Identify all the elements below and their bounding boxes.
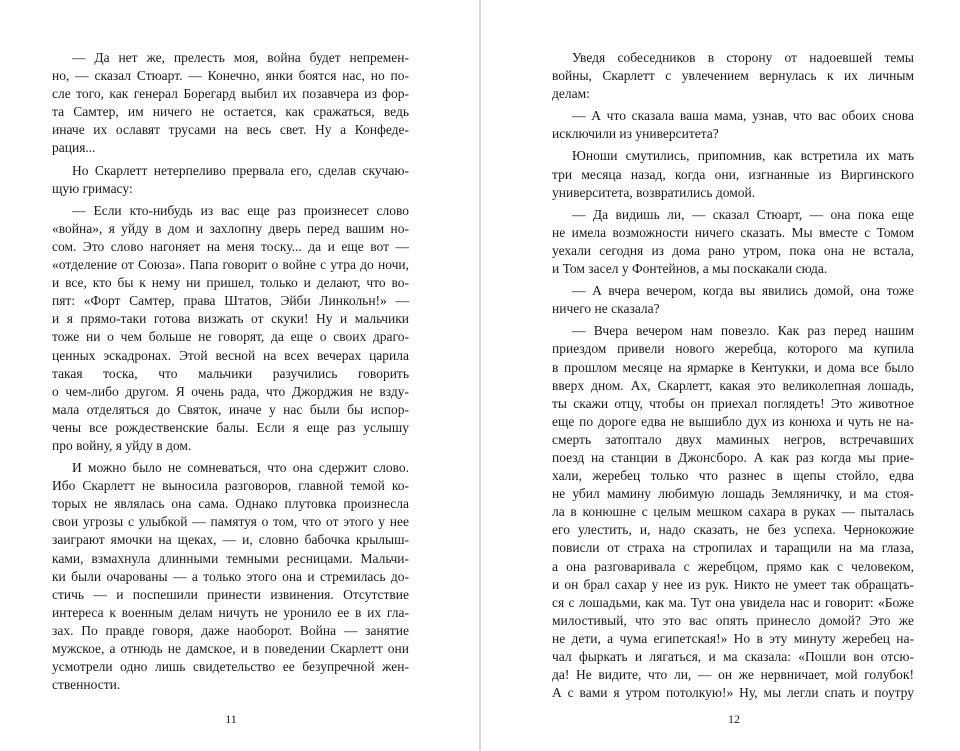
text-line: тоже ни о чем больше не говорят, да еще о своих драго- <box>52 329 409 345</box>
text-line: чены все рождественские балы. Если я еще раз услышу <box>52 419 409 435</box>
text-line: но, — сказал Стюарт. — Конечно, янки боятся нас, но по- <box>52 68 409 84</box>
text-line: да! Не видите, что ли, — он же нервничает, мой голубок! <box>552 667 914 683</box>
text-line: — А вчера вечером, когда вы явились домой, она тоже <box>572 283 914 299</box>
text-line: такая тоска, что мальчики разучились говорить <box>52 365 409 381</box>
text-line: щую гримасу: <box>52 180 133 196</box>
text-line: «война», я уйду в дом и захлопну дверь перед вашим но- <box>52 220 409 236</box>
text-line: еще по дороге едва не вышибло дух из конюха и чуть не на- <box>552 413 914 429</box>
text-line: ты скажи отцу, чтобы он приехал поглядеть! Это животное <box>552 395 914 411</box>
text-line: приездом привели нового жеребца, которого ма купила <box>552 341 914 357</box>
text-line: в прошлом месяце на ярмарке в Кентукки, и дома все было <box>552 359 914 375</box>
right-page-number: 12 <box>728 712 740 726</box>
text-line: «отделение от Союза». Папа говорит о войне с утра до ночи, <box>52 257 409 273</box>
text-line: ки были очарованы — а только этого она и стремилась до- <box>52 568 409 584</box>
text-line: и все, кто бы к нему ни пришел, только и делают, что во- <box>52 275 409 291</box>
text-line: войны, Скарлетт с увлечением вернулась к их личным <box>552 68 914 84</box>
text-line: университета, возвратились домой. <box>552 184 756 200</box>
text-line: три месяца назад, когда они, изгнанные из Виргинского <box>552 166 914 182</box>
text-line: — А что сказала ваша мама, узнав, что вас обоих снова <box>572 108 914 124</box>
text-line: его улестить, и, надо сказать, не без успеха. Чернокожие <box>552 522 914 538</box>
text-line: не имела возможности ничего сказать. Мы вместе с Томом <box>552 224 914 240</box>
text-line: та Самтер, им ничего не остается, как сражаться, ведь <box>52 104 409 120</box>
text-line: свои угрозы с улыбкой — памятуя о том, что от этого у нее <box>52 514 409 530</box>
text-line: А с вами я утром потолкую!» Ну, мы легли спать и поутру <box>552 685 914 701</box>
text-line: интереса к военным делам ничуть не уронило ее в их гла- <box>52 604 409 620</box>
text-line: ценных эскадронах. Этой весной на всех вечерах царила <box>52 347 409 363</box>
text-line: рация... <box>52 140 96 156</box>
text-line: смерть затоптало двух маминых негров, встречавших <box>552 431 914 447</box>
text-line: чал фыркать и лягаться, и ма сказала: «Пошли вон отсю- <box>552 649 914 664</box>
text-line: сле того, как генерал Борегард выбил их позавчера из фор- <box>52 86 409 102</box>
text-line: и Том засел у Фонтейнов, а мы поскакали сюда. <box>552 261 828 277</box>
text-line: И можно было не сомневаться, что она сдержит слово. <box>72 460 409 476</box>
text-line: ничего не сказала? <box>552 301 660 317</box>
text-line: сом. Это слово нагоняет на меня тоску... да и еще вот — <box>52 238 409 254</box>
text-line: Юноши смутились, припомнив, как встретила их мать <box>572 148 914 164</box>
text-line: не дети, а чума египетская!» Но в эту минуту жеребец на- <box>552 630 914 646</box>
text-line: поезд на станции в Джонсборо. А как раз когда мы прие- <box>552 449 914 465</box>
text-line: — Вчера вечером нам повезло. Как раз перед нашим <box>572 323 914 339</box>
left-page <box>0 0 479 751</box>
text-line: милостивый, что это вас опять принесло домой? Это же <box>552 612 914 628</box>
text-line: уехали сегодня из дома рано утром, пока она не встала, <box>552 242 914 258</box>
text-line: повисли от страха на стропилах и таращили на ма глаза, <box>552 540 914 556</box>
left-page-body <box>52 49 409 694</box>
text-line: Но Скарлетт нетерпеливо прервала его, сделав скучаю- <box>72 162 409 178</box>
text-line: ками, взмахнула длинными темными ресницами. Мальчи- <box>52 550 409 566</box>
text-line: иначе их ославят трусами на весь свет. Ну а Конфеде- <box>52 122 409 138</box>
text-line: — Да видишь ли, — сказал Стюарт, — она пока еще <box>572 206 914 222</box>
text-line: мала отделяться до Святок, иначе у нас были бы испор- <box>52 401 409 417</box>
text-line: усмотрели одно лишь свидетельство ее безупречной жен- <box>52 659 409 675</box>
text-line: исключили из университета? <box>552 126 719 142</box>
text-line: хали, жеребец только что разнес в щепы стойло, едва <box>552 468 914 484</box>
text-line: и я прямо-таки готова визжать от скуки! Ну и мальчики <box>52 311 409 327</box>
text-line: ся с лошадьми, как ма. Тут она увидела нас и говорит: «Боже <box>552 594 914 610</box>
text-line: про войну, я уйду в дом. <box>52 437 192 453</box>
text-line: — Да нет же, прелесть моя, война будет непремен- <box>72 50 409 65</box>
text-line: мужское, а отнюдь не дамское, и в поведении Скарлетт они <box>52 641 409 656</box>
text-line: и он брал сахар у нее из рук. Никто не умеет так обращать- <box>552 576 914 592</box>
text-line: торых не являлась она сама. Однако плутовка произнесла <box>52 496 409 512</box>
text-line: о чем-либо другом. Я очень рада, что Джорджия не взду- <box>52 383 409 399</box>
text-line: делам: <box>552 86 590 102</box>
text-line: — Если кто-нибудь из вас еще раз произнесет слово <box>72 202 409 218</box>
text-line: не убил мамину любимую лошадь Земляничку, и ма стоя- <box>552 486 914 502</box>
text-line: Ибо Скарлетт не выносила разговоров, главной темой ко- <box>52 478 409 494</box>
text-line: Уведя собеседников в сторону от надоевшей темы <box>572 50 914 65</box>
left-page-number: 11 <box>225 712 237 726</box>
text-line: ственности. <box>52 677 121 693</box>
text-line: а она разговаривала с жеребцом, прямо как с человеком, <box>552 558 914 574</box>
text-line: ла в конюшне с целым мешком сахара в руках — пыталась <box>552 504 914 520</box>
right-page <box>481 0 960 751</box>
text-line: заиграют ямочки на щеках, — и, словно бабочка крылыш- <box>52 532 409 548</box>
text-line: вверх дном. Ах, Скарлетт, какая это великолепная лошадь, <box>552 377 914 393</box>
text-line: стичь — и поспешили принести извинения. Отсутствие <box>52 586 409 602</box>
text-line: зах. По правде говоря, даже наоборот. Война — занятие <box>52 622 409 638</box>
text-line: пят: «Форт Самтер, права Штатов, Эйби Линкольн!» — <box>52 293 409 309</box>
right-page-body <box>552 49 914 702</box>
